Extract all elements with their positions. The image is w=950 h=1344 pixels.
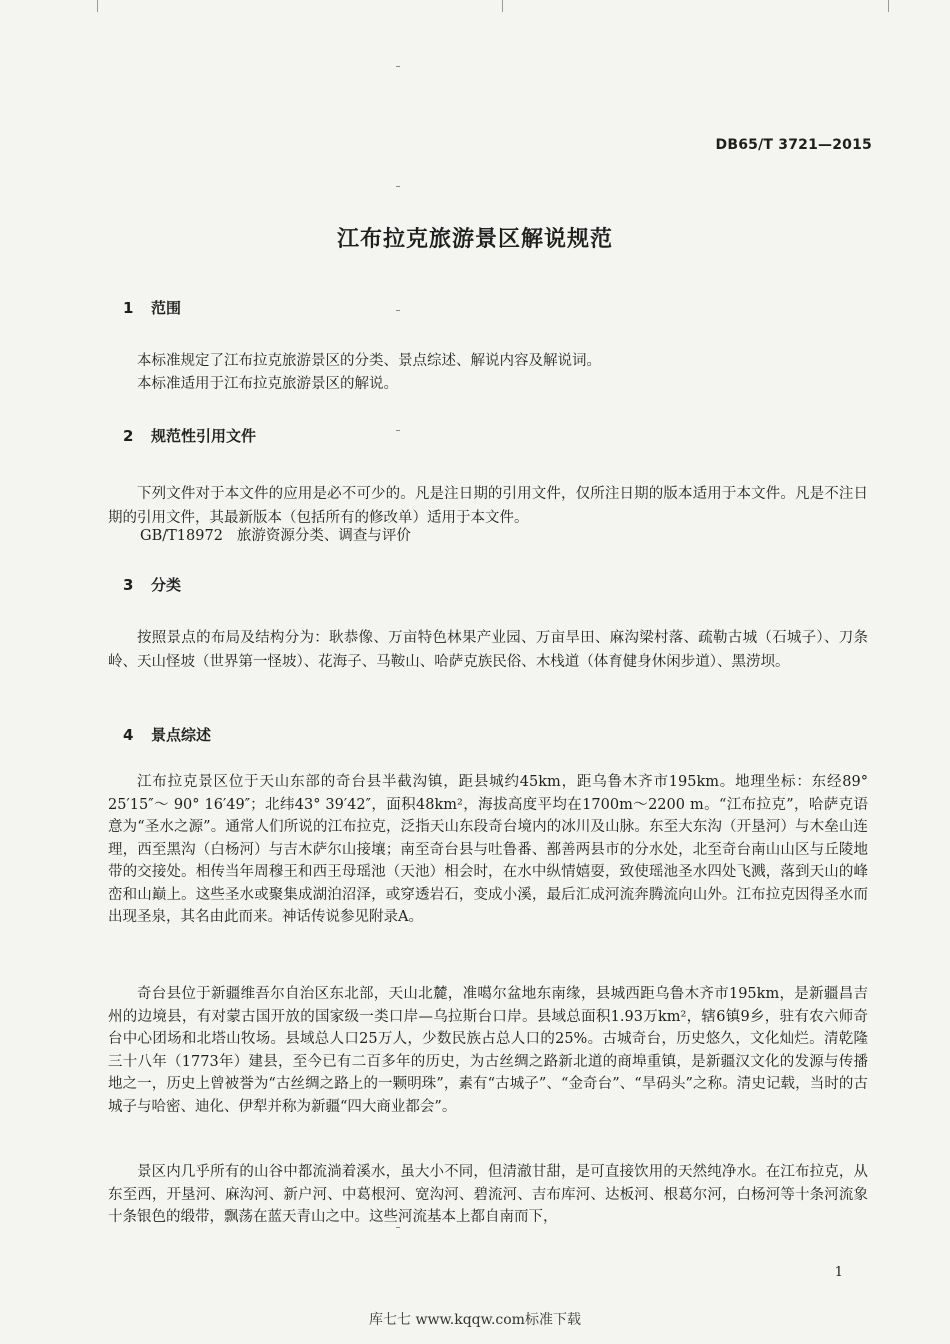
section-number: 3 [123, 576, 134, 594]
reference-title: 旅游资源分类、调查与评价 [236, 528, 411, 544]
section-number: 2 [123, 427, 134, 445]
scan-speck [396, 430, 400, 431]
scope-paragraph-2: 本标准适用于江布拉克旅游景区的解说。 [137, 376, 398, 392]
scan-mark [502, 0, 503, 12]
section-heading-classification [123, 574, 181, 595]
scan-mark [888, 0, 889, 12]
page-number: 1 [834, 1265, 843, 1280]
classification-paragraph: 按照景点的布局及结构分为：耿恭像、万亩特色林果产业园、万亩旱田、麻沟梁村落、疏勒古城（石城子）、刀条岭、天山怪坡（世界第一怪坡）、花海子、马鞍山、哈萨克族民俗、木栈道（体育健身休闲步道）、黑涝坝。 [108, 630, 868, 670]
overview-paragraph-3: 景区内几乎所有的山谷中都流淌着溪水，虽大小不同，但清澈甘甜，是可直接饮用的天然纯净水。在江布拉克，从东至西，开垦河、麻沟河、新户河、中葛根河、宽沟河、碧流河、吉布库河、达板河、根葛尔河，白杨河等十条河流象十条银色的缎带，飘荡在蓝天青山之中。这些河流基本上都自南而下， [108, 1164, 868, 1225]
scan-speck [396, 186, 400, 187]
section-title: 规范性引用文件 [151, 427, 257, 445]
scope-paragraph-1: 本标准规定了江布拉克旅游景区的分类、景点综述、解说内容及解说词。 [137, 353, 601, 369]
section-heading-overview [123, 724, 211, 745]
reference-entry [140, 525, 411, 548]
footer-watermark: 库七七 www.kqqw.com标准下载 [369, 1312, 581, 1328]
standard-number: DB65/T 3721—2015 [715, 137, 872, 153]
overview-paragraph-2: 奇台县位于新疆维吾尔自治区东北部，天山北麓，准噶尔盆地东南缘，县城西距乌鲁木齐市195km，是新疆昌吉州的边境县，有对蒙古国开放的国家级一类口岸—乌拉斯台口岸。县域总面积1.93万km²，辖6镇9乡，驻有农六师奇台中心团场和北塔山牧场。县域总人口25万人，少数民族占总人口的25%。古城奇台，历史悠久，文化灿烂。清乾隆三十八年（1773年）建县，至今已有二百多年的历史，为古丝绸之路新北道的商埠重镇，是新疆汉文化的发源与传播地之一，历史上曾被誉为“古丝绸之路上的一颗明珠”，素有“古城子”、“金奇台”、“旱码头”之称。清史记载，当时的古城子与哈密、迪化、伊犁并称为新疆“四大商业都会”。 [108, 986, 868, 1115]
reference-code: GB/T18972 [140, 528, 223, 544]
section-heading-references [123, 425, 256, 446]
scan-speck [396, 310, 400, 311]
scan-mark [97, 0, 98, 12]
section-number: 4 [123, 726, 134, 744]
references-paragraph: 下列文件对于本文件的应用是必不可少的。凡是注日期的引用文件，仅所注日期的版本适用于本文件。凡是不注日期的引用文件，其最新版本（包括所有的修改单）适用于本文件。 [108, 486, 868, 526]
section-title: 范围 [151, 299, 182, 317]
scan-speck [396, 66, 400, 67]
section-title: 分类 [151, 576, 182, 594]
section-number: 1 [123, 299, 134, 317]
overview-paragraph-1: 江布拉克景区位于天山东部的奇台县半截沟镇，距县城约45km，距乌鲁木齐市195km。地理坐标：东经89° 25′15″～ 90° 16′49″；北纬43° 39′42″，面积48km²，海拔高度平均在1700m～2200 m。“江布拉克”，哈萨克语意为“圣水之源”。通常人们所说的江布拉克，泛指天山东段奇台境内的冰川及山脉。东至大东沟（开垦河）与木垒山连理，西至黑沟（白杨河）与吉木萨尔山接壤；南至奇台县与吐鲁番、鄯善两县市的分水处，北至奇台南山山区与丘陵地带的交接处。相传当年周穆王和西王母瑶池（天池）相会时，在水中纵情嬉耍，致使瑶池圣水四处飞溅，落到天山的峰峦和山巅上。这些圣水或聚集成湖泊沼泽，或穿透岩石，变成小溪，最后汇成河流奔腾流向山外。江布拉克因得圣水而出现圣泉，其名由此而来。神话传说参见附录A。 [108, 774, 868, 925]
document-title: 江布拉克旅游景区解说规范 [336, 227, 613, 252]
section-heading-scope [123, 297, 181, 318]
section-title: 景点综述 [151, 726, 212, 744]
